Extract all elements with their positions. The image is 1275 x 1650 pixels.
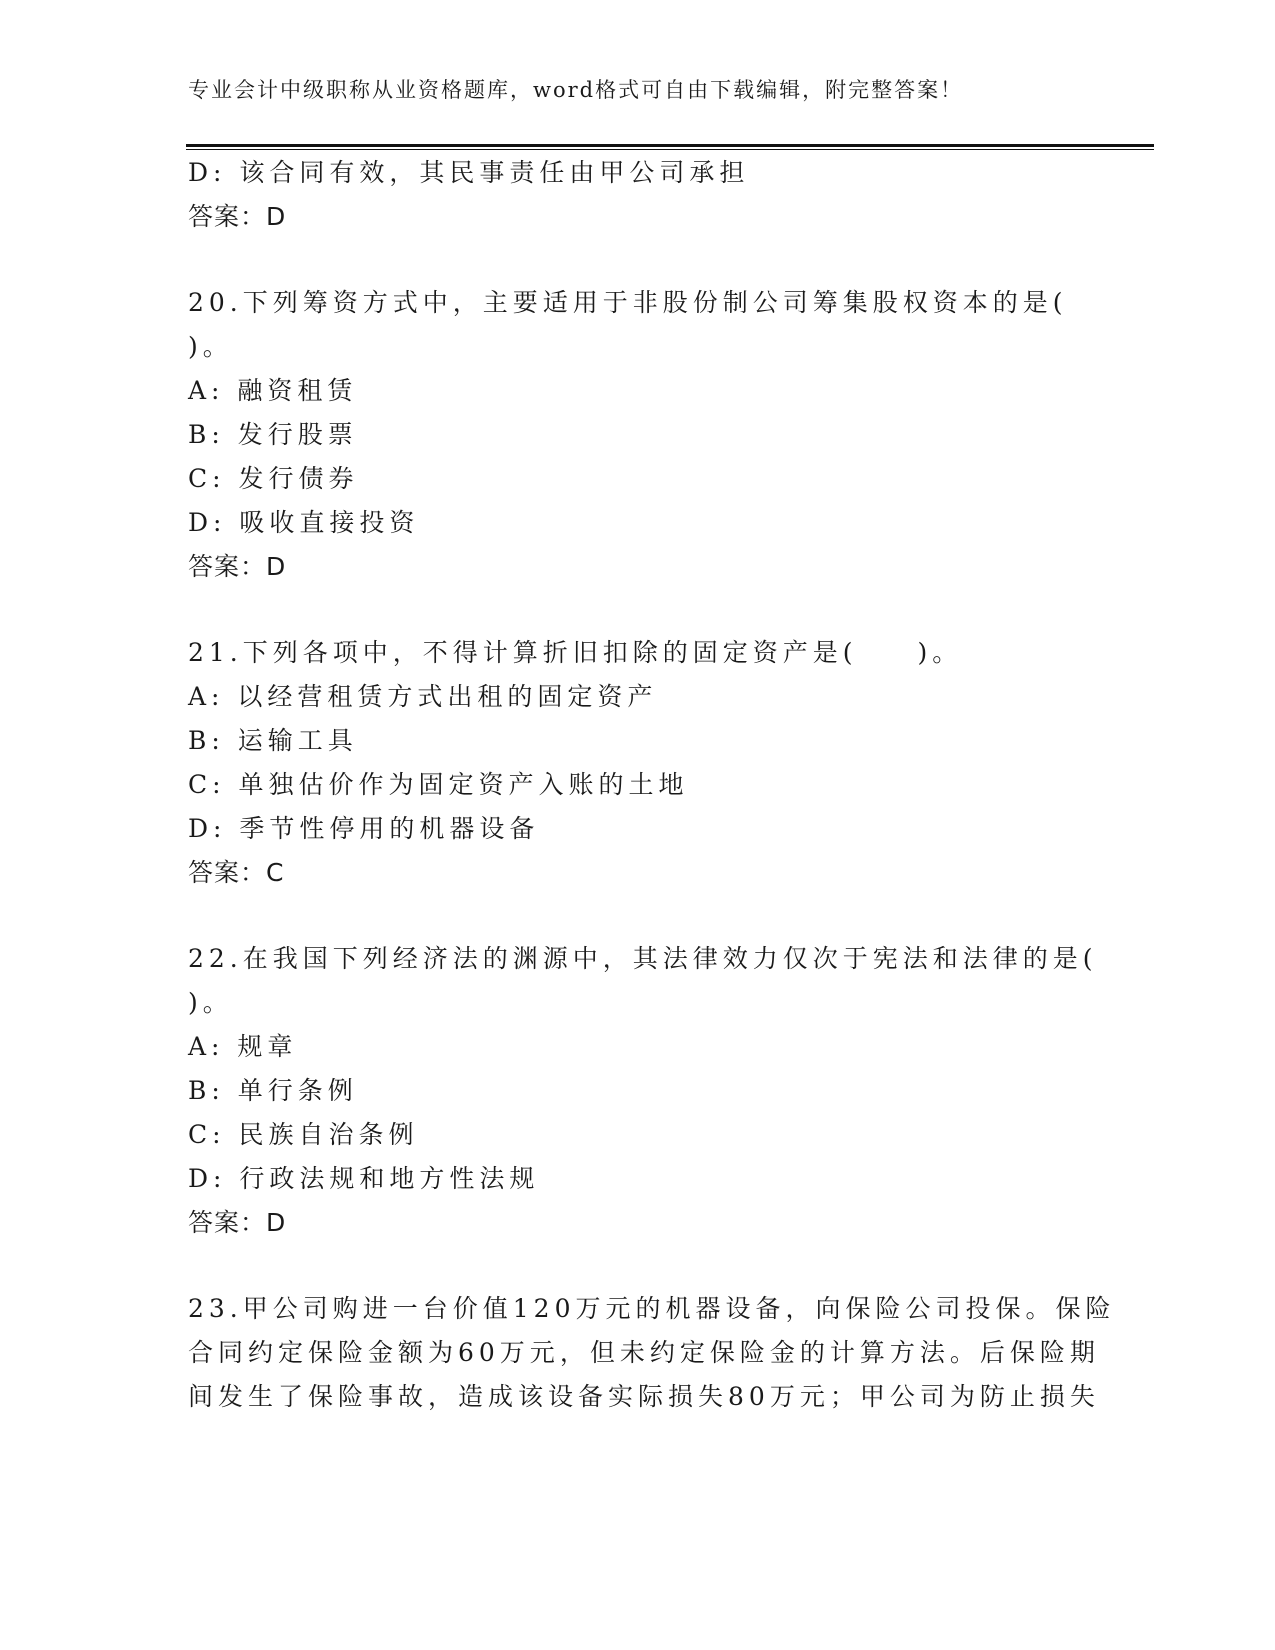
q20-option-d: D: 吸收直接投资 xyxy=(188,508,420,537)
q22-option-d: D: 行政法规和地方性法规 xyxy=(188,1164,540,1193)
header-rule xyxy=(186,144,1154,150)
q22-stem-line2: )。 xyxy=(188,988,233,1017)
q20-option-b: B: 发行股票 xyxy=(188,420,358,449)
q21-option-c: C: 单独估价作为固定资产入账的土地 xyxy=(188,770,689,799)
q21-option-b: B: 运输工具 xyxy=(188,726,358,755)
q22-stem-line1: 22.在我国下列经济法的渊源中，其法律效力仅次于宪法和法律的是( xyxy=(188,944,1098,973)
q20-stem-line2: )。 xyxy=(188,332,233,361)
q23-stem-line3: 间发生了保险事故，造成该设备实际损失80万元；甲公司为防止损失 xyxy=(188,1382,1100,1411)
q22-option-a: A: 规章 xyxy=(188,1032,298,1061)
q20-stem-line1: 20.下列筹资方式中，主要适用于非股份制公司筹集股权资本的是( xyxy=(188,288,1068,317)
q21-option-d: D: 季节性停用的机器设备 xyxy=(188,814,540,843)
q21-stem-line1: 21.下列各项中，不得计算折旧扣除的固定资产是( )。 xyxy=(188,638,963,667)
q21-answer: 答案：C xyxy=(188,858,285,887)
q22-answer: 答案：D xyxy=(188,1208,287,1237)
q20-option-c: C: 发行债券 xyxy=(188,464,359,493)
q21-option-a: A: 以经营租赁方式出租的固定资产 xyxy=(188,682,658,711)
q20-option-a: A: 融资租赁 xyxy=(188,376,358,405)
q23-stem-line2: 合同约定保险金额为60万元，但未约定保险金的计算方法。后保险期 xyxy=(188,1338,1100,1367)
page-header: 专业会计中级职称从业资格题库，word格式可自由下载编辑，附完整答案！ xyxy=(188,78,964,102)
q22-option-c: C: 民族自治条例 xyxy=(188,1120,419,1149)
prev-option-d: D: 该合同有效，其民事责任由甲公司承担 xyxy=(188,158,750,187)
q22-option-b: B: 单行条例 xyxy=(188,1076,358,1105)
q23-stem-line1: 23.甲公司购进一台价值120万元的机器设备，向保险公司投保。保险 xyxy=(188,1294,1116,1323)
q20-answer: 答案：D xyxy=(188,552,287,581)
prev-answer: 答案：D xyxy=(188,202,287,231)
